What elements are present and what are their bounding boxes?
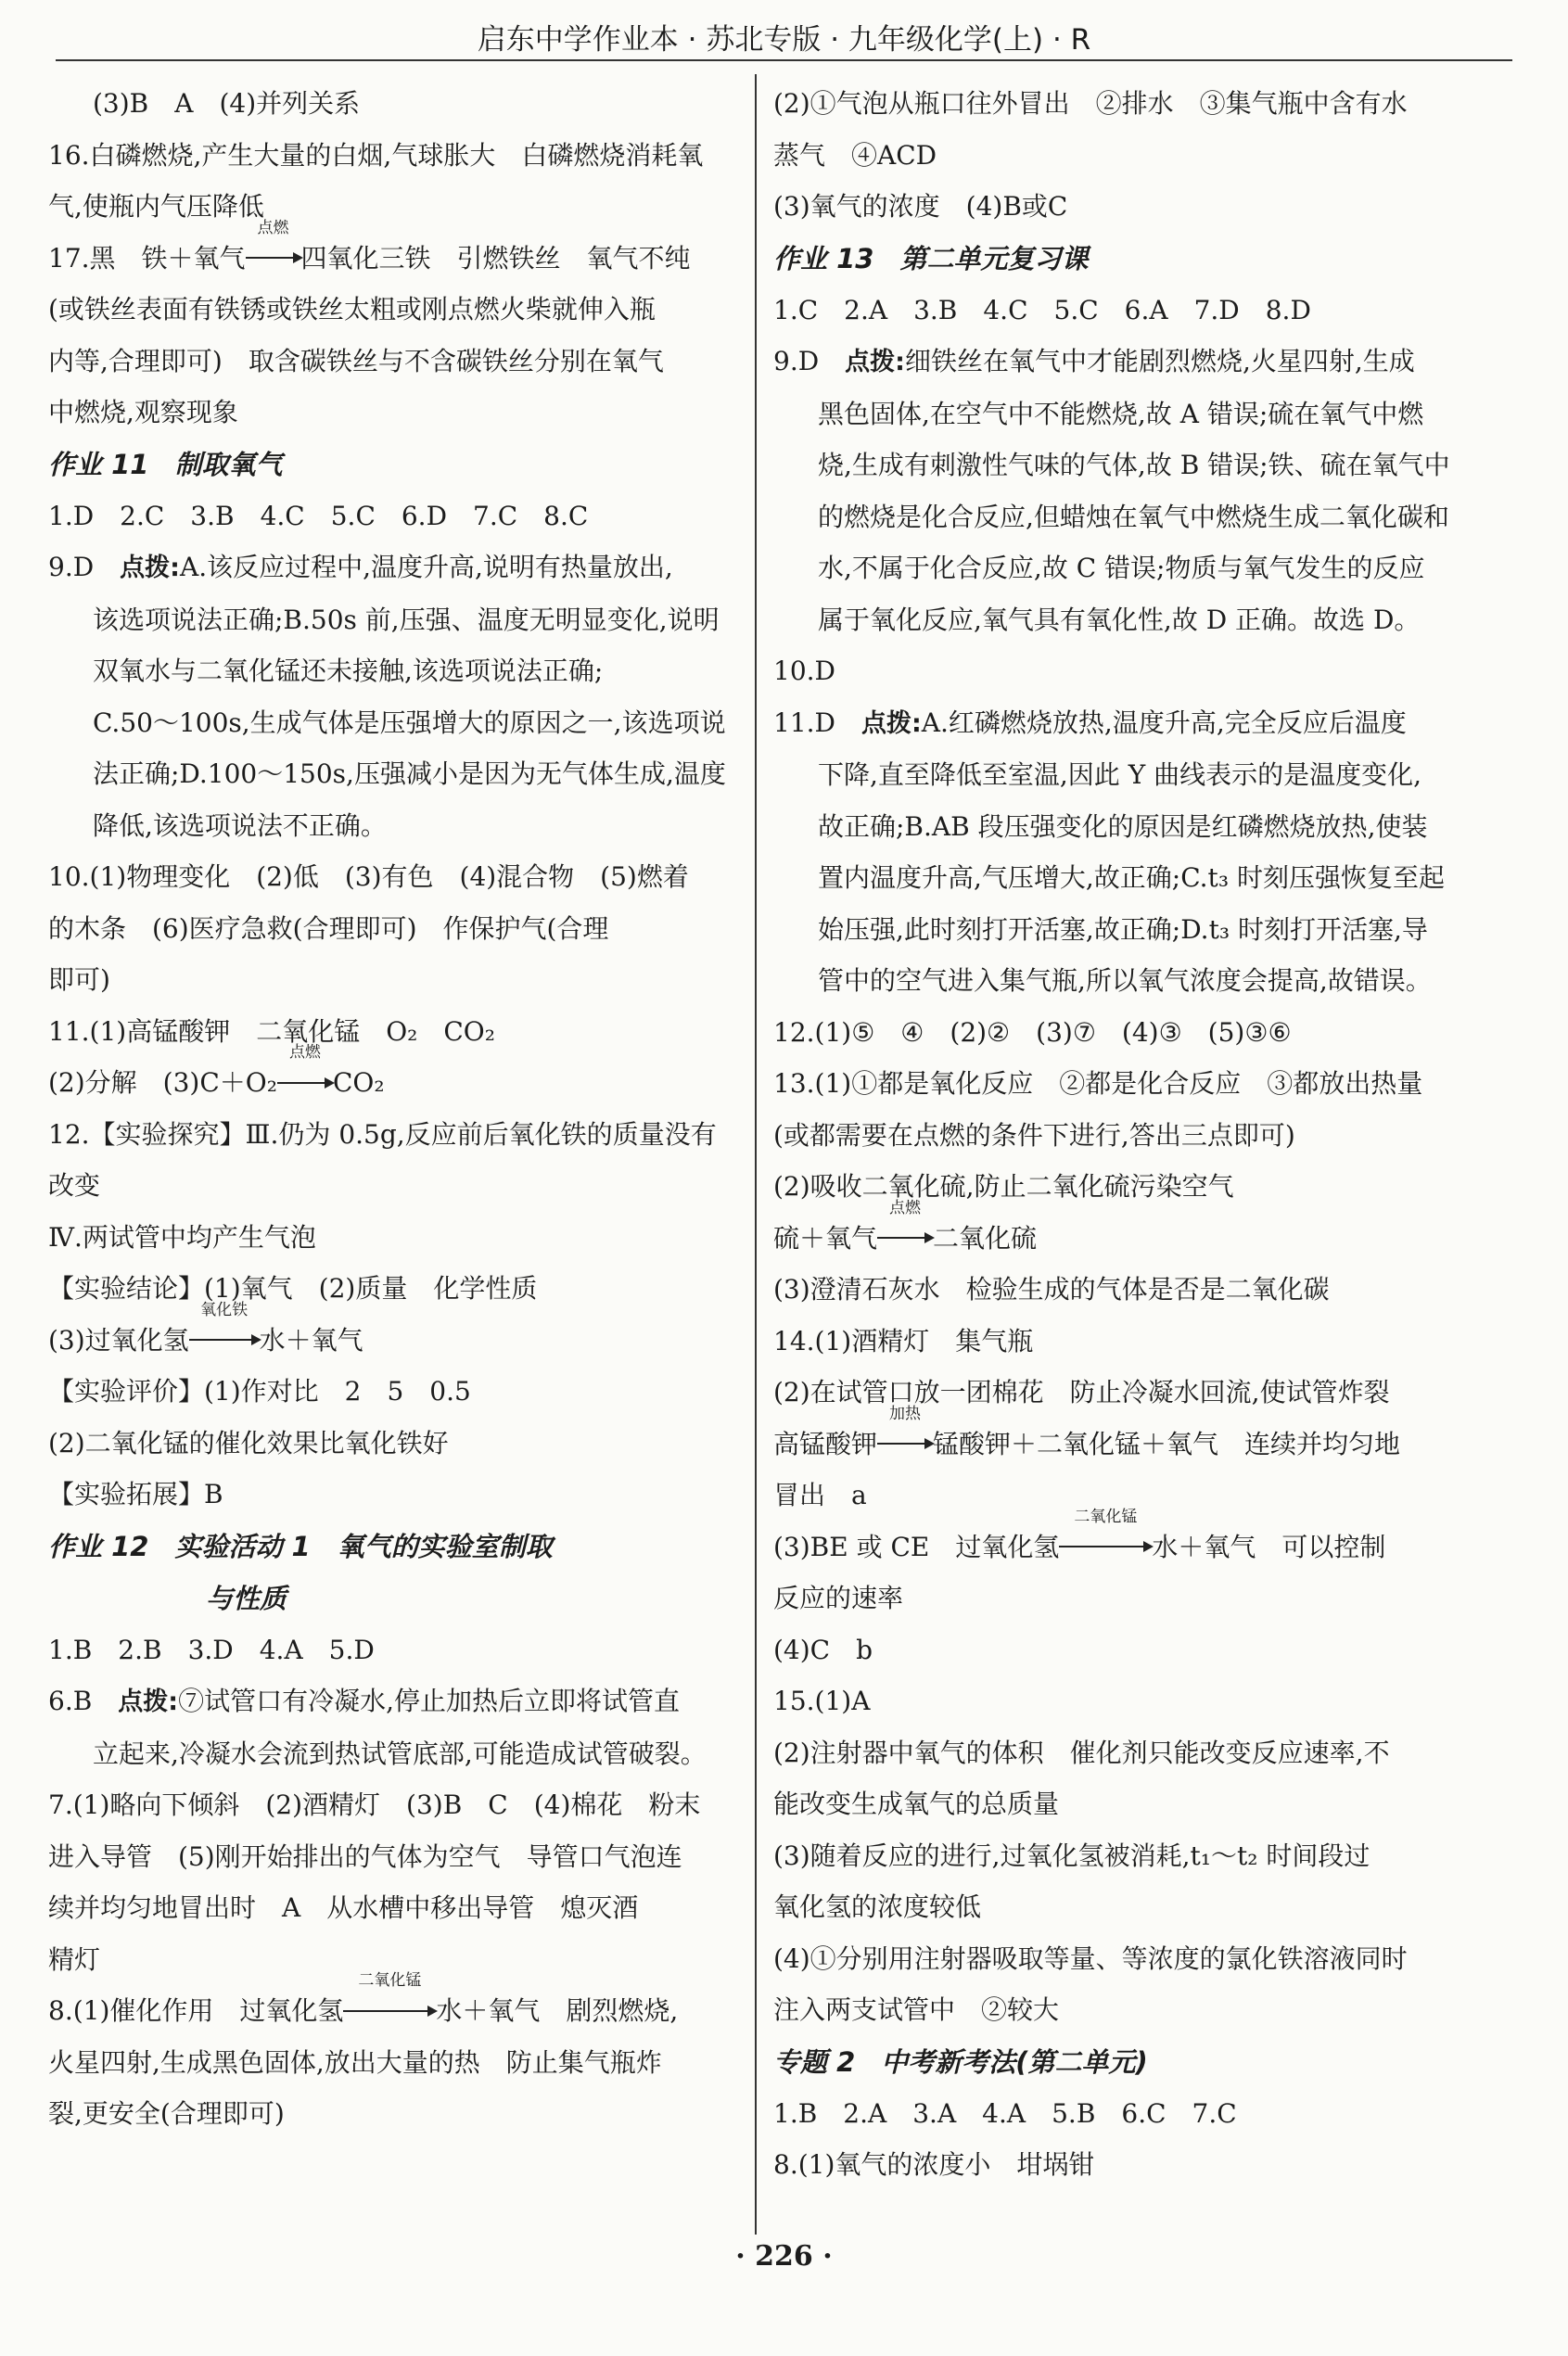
reaction-arrow: [1059, 1507, 1152, 1549]
answer-7: [48, 1779, 736, 1985]
answer-line: 火星四射,生成黑色固体,放出大量的热 防止集气瓶炸: [48, 2046, 662, 2078]
answer-11: [48, 1006, 736, 1109]
answer-line: (3)随着反应的进行,过氧化氢被消耗,t₁～t₂ 时间段过: [773, 1840, 1370, 1871]
answer-line: 中燃烧,观察现象: [48, 397, 238, 427]
answer-10: [48, 851, 736, 1006]
reaction-arrow: [877, 1404, 933, 1446]
section-heading: [773, 2036, 1478, 2088]
answer-line: 的燃烧是化合反应,但蜡烛在氧气中燃烧生成二氧化碳和: [818, 501, 1449, 532]
text: 17.黑 铁＋氧气: [48, 242, 246, 274]
answer-10: 10.D: [773, 656, 835, 686]
multiple-choice-answers: 1.C 2.A 3.B 4.C 5.C 6.A 7.D 8.D: [773, 294, 1311, 325]
answer-12: [48, 1109, 736, 1521]
text: CO₂: [332, 1067, 385, 1098]
answer-8: 8.(1)氧气的浓度小 坩埚钳: [773, 2149, 1095, 2180]
text: 水＋氧气 可以控制: [1152, 1531, 1386, 1562]
section-title: 制取氧气: [174, 448, 283, 480]
section-heading: [48, 1521, 736, 1573]
reaction-condition: 点燃: [288, 1043, 321, 1062]
multiple-choice-answers: 1.B 2.B 3.D 4.A 5.D: [48, 1634, 375, 1665]
section-heading-continued: 与性质: [206, 1582, 287, 1614]
answer-line: 15.(1)A: [773, 1686, 871, 1716]
answer-line: (2)注射器中氧气的体积 催化剂只能改变反应速率,不: [773, 1737, 1390, 1768]
answer-line: [48, 541, 736, 594]
answer-line: 的木条 (6)医疗急救(合理即可) 作保护气(合理: [48, 912, 609, 944]
answer-line: 【实验评价】(1)作对比 2 5 0.5: [48, 1376, 471, 1407]
page-header: 启东中学作业本 · 苏北专版 · 九年级化学(上) · R: [56, 20, 1512, 61]
answer-line: 10.(1)物理变化 (2)低 (3)有色 (4)混合物 (5)燃着: [48, 861, 689, 892]
answer-line: (2)在试管口放一团棉花 防止冷凝水回流,使试管炸裂: [773, 1377, 1390, 1407]
answer-line: 黑色固体,在空气中不能燃烧,故 A 错误;硫在氧气中燃: [818, 398, 1424, 429]
answer-line: (4)①分别用注射器吸取等量、等浓度的氯化铁溶液同时: [773, 1942, 1408, 1974]
answer-line: (3)B A (4)并列关系: [93, 88, 361, 119]
answer-line: 注入两支试管中 ②较大: [773, 1994, 1060, 2025]
text: 二氧化硫: [933, 1222, 1038, 1254]
answer-line: 属于氧化反应,氧气具有氧化性,故 D 正确。故选 D。: [818, 604, 1421, 635]
answer-line: 改变: [48, 1170, 101, 1201]
section-heading: [48, 439, 736, 490]
answer-16: [48, 130, 736, 233]
answer-line: 进入导管 (5)刚开始排出的气体为空气 导管口气泡连: [48, 1840, 682, 1872]
text: A.该反应过程中,温度升高,说明有热量放出,: [179, 552, 673, 582]
answer-line: (或都需要在点燃的条件下进行,答出三点即可): [773, 1119, 1295, 1151]
answer-line: 16.白磷燃烧,产生大量的白烟,气球胀大 白磷燃烧消耗氧: [48, 139, 704, 171]
answer-15: [773, 1675, 1478, 2036]
answer-line: 11.(1)高锰酸钾 二氧化锰 O₂ CO₂: [48, 1015, 495, 1047]
answer-line: 烧,生成有刺激性气味的气体,故 B 错误;铁、硫在氧气中: [818, 450, 1450, 480]
answer-line: (3)澄清石灰水 检验生成的气体是否是二氧化碳: [773, 1274, 1330, 1305]
answer-line: [773, 1507, 1478, 1573]
section-label: 作业 11: [48, 448, 149, 480]
answer-line: 法正确;D.100～150s,压强减小是因为无气体生成,温度: [93, 758, 726, 789]
question-number: 6.B: [48, 1686, 119, 1716]
answer-line: 管中的空气进入集气瓶,所以氧气浓度会提高,故错误。: [818, 965, 1432, 996]
answer-line: 双氧水与二氧化锰还未接触,该选项说法正确;: [93, 656, 604, 686]
text: 四氧化三铁 引燃铁丝 氧气不纯: [300, 242, 691, 274]
reaction-condition: 氧化铁: [200, 1300, 249, 1319]
answer-line: 内等,合理即可) 取含碳铁丝与不含碳铁丝分别在氧气: [48, 345, 664, 376]
question-number: 9.D: [48, 552, 121, 582]
text: ⑦试管口有冷凝水,停止加热后立即将试管直: [178, 1686, 681, 1716]
answer-line: 始压强,此时刻打开活塞,故正确;D.t₃ 时刻打开活塞,导: [818, 913, 1428, 945]
answer-line: [48, 1300, 736, 1367]
answer-line: 故正确;B.AB 段压强变化的原因是红磷燃烧放热,使装: [818, 810, 1428, 842]
answer-line: (2)吸收二氧化硫,防止二氧化硫污染空气: [773, 1171, 1234, 1202]
answer-line: 置内温度升高,气压增大,故正确;C.t₃ 时刻压强恢复至起: [818, 862, 1445, 893]
answer-line: (或铁丝表面有铁锈或铁丝太粗或刚点燃火柴就伸入瓶: [48, 294, 656, 325]
answer-line: C.50～100s,生成气体是压强增大的原因之一,该选项说: [93, 707, 726, 738]
text: 水＋氧气 剧烈燃烧,: [436, 1995, 679, 2026]
hint-label: 点拨:: [120, 554, 180, 582]
left-column: [48, 78, 736, 2140]
reaction-arrow: [246, 218, 301, 261]
answer-8: [48, 1971, 736, 2140]
reaction-arrow: [277, 1043, 333, 1085]
answer-line: 即可): [48, 964, 110, 995]
text: 8.(1)催化作用 过氧化氢: [48, 1995, 344, 2026]
section-title: 实验活动 1 氧气的实验室制取: [174, 1530, 553, 1562]
text: (3)过氧化氢: [48, 1324, 189, 1356]
answer-line: [48, 1043, 736, 1109]
answer-line: 能改变生成氧气的总质量: [773, 1789, 1060, 1819]
answer-line: 立起来,冷凝水会流到热试管底部,可能造成试管破裂。: [93, 1738, 707, 1769]
answer-line: 冒出 a: [773, 1480, 867, 1510]
reaction-condition: 点燃: [257, 218, 289, 237]
text: 水＋氧气: [259, 1324, 363, 1356]
answer-line: 水,不属于化合反应,故 C 错误;物质与氧气发生的反应: [818, 553, 1425, 583]
answer-line: 裂,更安全(合理即可): [48, 2098, 285, 2129]
answer-line: 降低,该选项说法不正确。: [93, 809, 387, 841]
page-number: · 226 ·: [735, 2240, 833, 2273]
right-column: [773, 78, 1478, 2191]
multiple-choice-answers: 1.B 2.A 3.A 4.A 5.B 6.C 7.C: [773, 2097, 1237, 2129]
answer-line: 【实验拓展】B: [48, 1479, 223, 1509]
answer-line: 精灯: [48, 1943, 101, 1975]
question-number: 11.D: [773, 707, 861, 738]
answer-line: 氧化氢的浓度较低: [773, 1891, 982, 1922]
answer-line: [773, 336, 1478, 388]
answer-line: (2)二氧化锰的催化效果比氧化铁好: [48, 1427, 449, 1458]
answer-line: 下降,直至降低至室温,因此 Y 曲线表示的是温度变化,: [818, 759, 1421, 790]
text: 高锰酸钾: [773, 1428, 878, 1459]
answer-line: 续并均匀地冒出时 A 从水槽中移出导管 熄灭酒: [48, 1892, 639, 1923]
answer-17: [48, 218, 736, 439]
multiple-choice-answers: 1.D 2.C 3.B 4.C 5.C 6.D 7.C 8.C: [48, 500, 589, 531]
text: 硫＋氧气: [773, 1222, 878, 1254]
text: 细铁丝在氧气中才能剧烈燃烧,火星四射,生成: [904, 346, 1415, 376]
section-label: 作业 13: [773, 242, 874, 274]
answer-9: [773, 336, 1478, 645]
answer-line: [773, 1404, 1478, 1471]
hint-label: 点拨:: [118, 1687, 179, 1716]
answer-line: 气,使瓶内气压降低: [48, 191, 264, 222]
answer-line: Ⅳ.两试管中均产生气泡: [48, 1221, 316, 1253]
reaction-arrow: [189, 1300, 260, 1343]
question-number: 9.D: [773, 346, 846, 376]
text: (2)分解 (3)C＋O₂: [48, 1067, 277, 1098]
answer-line: 12.【实验探究】Ⅲ.仍为 0.5g,反应前后氧化铁的质量没有: [48, 1118, 717, 1150]
answer-line: (2)①气泡从瓶口往外冒出 ②排水 ③集气瓶中含有水: [773, 88, 1408, 119]
text: A.红磷燃烧放热,温度升高,完全反应后温度: [921, 707, 1407, 738]
hint-label: 点拨:: [845, 348, 905, 376]
answer-6: [48, 1675, 736, 1779]
reaction-arrow: [877, 1198, 933, 1241]
reaction-condition: 加热: [889, 1404, 922, 1423]
text: (3)BE 或 CE 过氧化氢: [773, 1531, 1060, 1562]
reaction-condition: 二氧化锰: [358, 1971, 422, 1990]
reaction-condition: 二氧化锰: [1074, 1507, 1138, 1526]
answer-14: [773, 1316, 1478, 1676]
answer-12: 12.(1)⑤ ④ (2)② (3)⑦ (4)③ (5)③⑥: [773, 1016, 1292, 1048]
answer-11: [773, 697, 1478, 1007]
reaction-condition: 点燃: [889, 1198, 922, 1217]
answer-line: [773, 697, 1478, 750]
answer-line: 蒸气 ④ACD: [773, 139, 937, 171]
answer-9: [48, 541, 736, 851]
answer-line: [48, 1675, 736, 1728]
answer-line: (3)氧气的浓度 (4)B或C: [773, 191, 1068, 222]
answer-line: 反应的速率: [773, 1583, 904, 1613]
section-heading: [773, 233, 1478, 285]
section-label: 作业 12: [48, 1530, 149, 1562]
answer-line: [48, 1971, 736, 2037]
text: 锰酸钾＋二氧化锰＋氧气 连续并均匀地: [933, 1428, 1401, 1459]
answer-13: [773, 1058, 1478, 1316]
answer-line: 【实验结论】(1)氧气 (2)质量 化学性质: [48, 1273, 538, 1304]
column-divider: [755, 74, 757, 2235]
answer-line: [773, 1198, 1478, 1265]
answer-line: (4)C b: [773, 1634, 873, 1665]
section-title: 中考新考法(第二单元): [881, 2045, 1148, 2078]
section-label: 专题 2: [773, 2045, 856, 2078]
answer-line: 13.(1)①都是氧化反应 ②都是化合反应 ③都放出热量: [773, 1068, 1423, 1099]
answer-line: 7.(1)略向下倾斜 (2)酒精灯 (3)B C (4)棉花 粉末: [48, 1789, 701, 1820]
answer-continued: [773, 78, 1478, 233]
answer-line: [48, 218, 736, 285]
reaction-arrow: [343, 1971, 436, 2013]
section-title: 第二单元复习课: [899, 242, 1089, 274]
hint-label: 点拨:: [860, 708, 922, 738]
answer-line: 14.(1)酒精灯 集气瓶: [773, 1325, 1034, 1356]
answer-line: 该选项说法正确;B.50s 前,压强、温度无明显变化,说明: [93, 604, 720, 635]
